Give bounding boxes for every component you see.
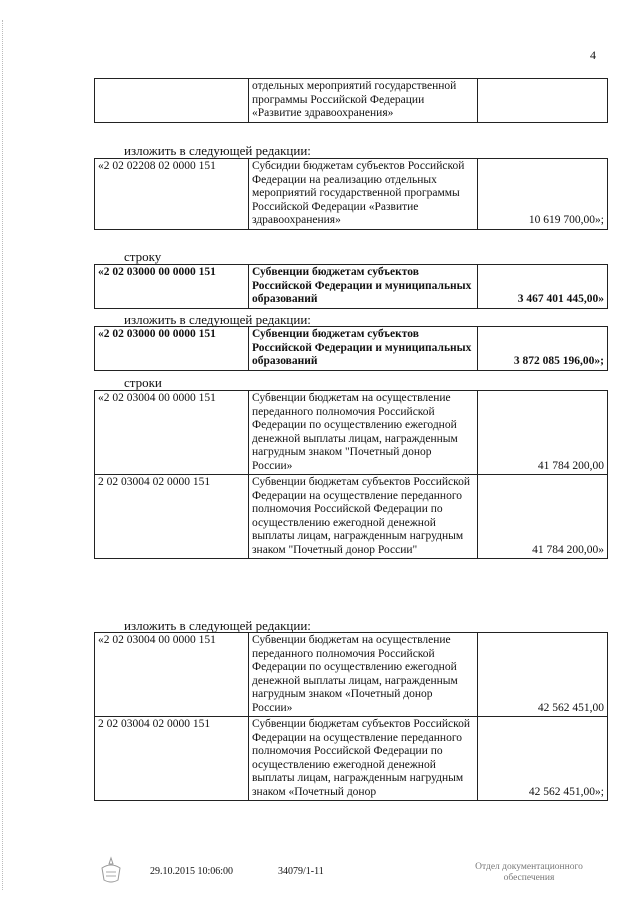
description-cell: Субвенции бюджетам субъектов Российской Федерации на осуществление переданного полномочия Российской Федерации по осуществлению ежегодной денежной выплаты лицам, награжденным нагрудным знаком «Почетный донор (249, 717, 478, 801)
amount-cell: 42 562 451,00 (478, 633, 608, 717)
replace-instruction-3: изложить в следующей редакции: (124, 618, 311, 633)
code-cell: «2 02 03004 00 0000 151 (95, 391, 249, 475)
code-cell: «2 02 03004 00 0000 151 (95, 633, 249, 717)
table-new-03000 (94, 326, 608, 371)
description-cell: Субвенции бюджетам субъектов Российской Федерации на осуществление переданного полномочия Российской Федерации по осуществлению ежегодной денежной выплаты лицам, награжденным нагрудным знаком "Почетный донор России" (249, 475, 478, 559)
code-cell: 2 02 03004 02 0000 151 (95, 475, 249, 559)
table-row (95, 327, 608, 371)
department-stamp (454, 862, 604, 884)
table-row (95, 159, 608, 230)
table-row (95, 717, 608, 801)
replace-instruction-2: изложить в следующей редакции: (124, 312, 311, 327)
table-old-03004 (94, 390, 608, 559)
table-row (95, 475, 608, 559)
footer-doc-number: 34079/1-11 (278, 866, 324, 877)
page-number: 4 (590, 48, 596, 62)
code-cell: 2 02 03004 02 0000 151 (95, 717, 249, 801)
table-old-03000 (94, 264, 608, 309)
description-cell: Субсидии бюджетам субъектов Российской Федерации на реализацию отдельных мероприятий государственной программы Российской Федерации «Развитие здравоохранения» (249, 159, 478, 230)
emblem-icon (98, 856, 124, 886)
table-row (95, 391, 608, 475)
amount-cell (478, 79, 608, 123)
replace-instruction-1: изложить в следующей редакции: (124, 143, 311, 158)
description-cell: отдельных мероприятий государственной программы Российской Федерации «Развитие здравоохранения» (249, 79, 478, 123)
stamp-line-1: Отдел документационного (475, 862, 583, 872)
code-cell: «2 02 02208 02 0000 151 (95, 159, 249, 230)
amount-cell: 3 467 401 445,00» (478, 265, 608, 309)
amount-cell: 10 619 700,00»; (478, 159, 608, 230)
lines-label: строки (124, 375, 162, 390)
table-new-02208 (94, 158, 608, 230)
line-label: строку (124, 249, 162, 264)
code-cell (95, 79, 249, 123)
stamp-line-2: обеспечения (503, 873, 555, 883)
table-top-continuation (94, 78, 608, 123)
table-row (95, 633, 608, 717)
code-cell: «2 02 03000 00 0000 151 (95, 265, 249, 309)
amount-cell: 41 784 200,00 (478, 391, 608, 475)
description-cell: Субвенции бюджетам на осуществление переданного полномочия Российской Федерации по осуществлению ежегодной денежной выплаты лицам, награжденным нагрудным знаком "Почетный донор России» (249, 391, 478, 475)
amount-cell: 3 872 085 196,00»; (478, 327, 608, 371)
amount-cell: 42 562 451,00»; (478, 717, 608, 801)
description-cell: Субвенции бюджетам субъектов Российской Федерации и муниципальных образований (249, 327, 478, 371)
left-margin-marks (2, 20, 9, 890)
description-cell: Субвенции бюджетам на осуществление переданного полномочия Российской Федерации по осуществлению ежегодной денежной выплаты лицам, награжденным нагрудным знаком «Почетный донор России» (249, 633, 478, 717)
table-row (95, 79, 608, 123)
description-cell: Субвенции бюджетам субъектов Российской Федерации и муниципальных образований (249, 265, 478, 309)
table-new-03004 (94, 632, 608, 801)
footer-datetime: 29.10.2015 10:06:00 (150, 866, 234, 877)
amount-cell: 41 784 200,00» (478, 475, 608, 559)
code-cell: «2 02 03000 00 0000 151 (95, 327, 249, 371)
table-row (95, 265, 608, 309)
